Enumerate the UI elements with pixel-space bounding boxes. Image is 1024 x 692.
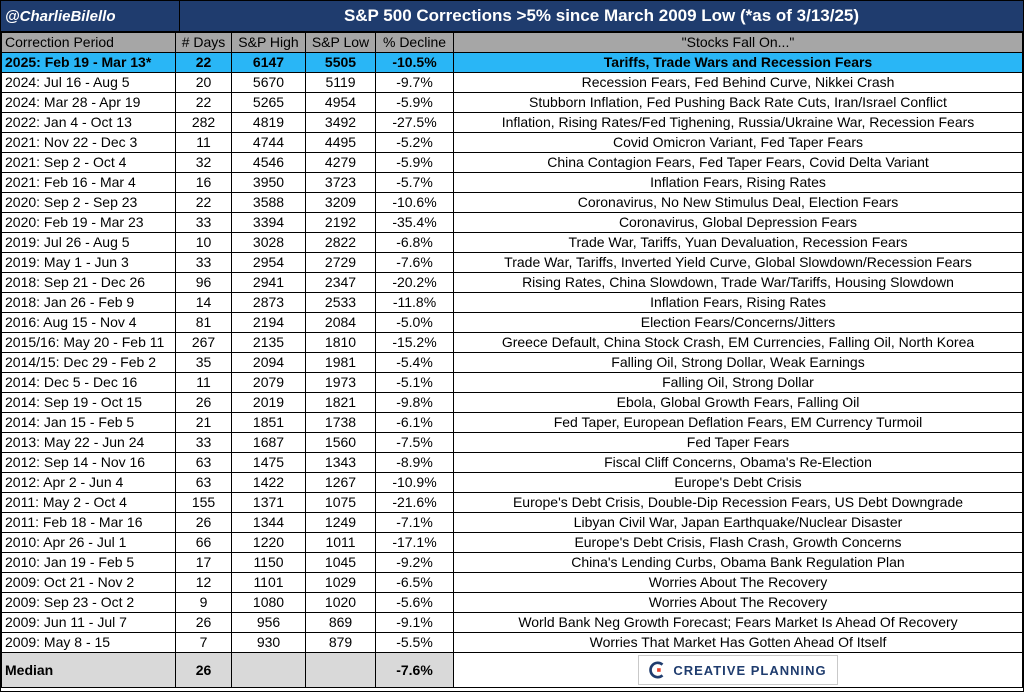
cell-period: 2013: May 22 - Jun 24 [2, 433, 176, 453]
cell-reason: Covid Omicron Variant, Fed Taper Fears [454, 133, 1023, 153]
cell-high: 1422 [232, 473, 306, 493]
median-days: 26 [176, 653, 232, 688]
cell-high: 1475 [232, 453, 306, 473]
cell-high: 1101 [232, 573, 306, 593]
cell-decline: -6.5% [376, 573, 454, 593]
corrections-table [1, 32, 1023, 688]
creative-planning-logo [638, 655, 837, 685]
cell-low: 3723 [306, 173, 376, 193]
cell-period: 2009: Jun 11 - Jul 7 [2, 613, 176, 633]
cell-period: 2011: Feb 18 - Mar 16 [2, 513, 176, 533]
cell-low: 2822 [306, 233, 376, 253]
cell-high: 1687 [232, 433, 306, 453]
table-row [2, 573, 1023, 593]
cell-period: 2022: Jan 4 - Oct 13 [2, 113, 176, 133]
cell-high: 4819 [232, 113, 306, 133]
cell-period: 2024: Mar 28 - Apr 19 [2, 93, 176, 113]
cell-reason: Fiscal Cliff Concerns, Obama's Re-Election [454, 453, 1023, 473]
table-row [2, 373, 1023, 393]
cell-low: 2192 [306, 213, 376, 233]
cell-high: 4546 [232, 153, 306, 173]
cell-decline: -11.8% [376, 293, 454, 313]
creative-planning-logo-icon [649, 661, 667, 679]
cell-high: 1371 [232, 493, 306, 513]
table-row [2, 433, 1023, 453]
cell-decline: -6.8% [376, 233, 454, 253]
cell-days: 26 [176, 513, 232, 533]
cell-high: 3950 [232, 173, 306, 193]
cell-reason: Worries About The Recovery [454, 573, 1023, 593]
cell-days: 14 [176, 293, 232, 313]
column-header-row [2, 33, 1023, 53]
table-row [2, 453, 1023, 473]
cell-low: 3209 [306, 193, 376, 213]
cell-days: 26 [176, 393, 232, 413]
cell-period: 2019: May 1 - Jun 3 [2, 253, 176, 273]
cell-high: 1344 [232, 513, 306, 533]
table-row [2, 533, 1023, 553]
cell-days: 11 [176, 133, 232, 153]
cell-period: 2014/15: Dec 29 - Feb 2 [2, 353, 176, 373]
cell-reason: Europe's Debt Crisis, Double-Dip Recession Fears, US Debt Downgrade [454, 493, 1023, 513]
cell-decline: -17.1% [376, 533, 454, 553]
cell-days: 21 [176, 413, 232, 433]
cell-reason: Tariffs, Trade Wars and Recession Fears [454, 53, 1023, 73]
cell-decline: -7.5% [376, 433, 454, 453]
cell-reason: Coronavirus, No New Stimulus Deal, Election Fears [454, 193, 1023, 213]
cell-decline: -9.1% [376, 613, 454, 633]
cell-high: 2094 [232, 353, 306, 373]
cell-high: 2079 [232, 373, 306, 393]
cell-period: 2016: Aug 15 - Nov 4 [2, 313, 176, 333]
cell-high: 1851 [232, 413, 306, 433]
column-header-days: # Days [176, 33, 232, 53]
cell-low: 1267 [306, 473, 376, 493]
cell-decline: -5.0% [376, 313, 454, 333]
cell-decline: -21.6% [376, 493, 454, 513]
cell-days: 63 [176, 473, 232, 493]
cell-period: 2021: Feb 16 - Mar 4 [2, 173, 176, 193]
cell-reason: Rising Rates, China Slowdown, Trade War/Tariffs, Housing Slowdown [454, 273, 1023, 293]
table-row [2, 333, 1023, 353]
cell-decline: -7.1% [376, 513, 454, 533]
cell-reason: Ebola, Global Growth Fears, Falling Oil [454, 393, 1023, 413]
cell-decline: -5.4% [376, 353, 454, 373]
cell-reason: Falling Oil, Strong Dollar, Weak Earnings [454, 353, 1023, 373]
cell-period: 2012: Sep 14 - Nov 16 [2, 453, 176, 473]
table-row [2, 113, 1023, 133]
table-row [2, 93, 1023, 113]
cell-decline: -5.9% [376, 153, 454, 173]
table-row [2, 153, 1023, 173]
table-row [2, 613, 1023, 633]
cell-high: 3028 [232, 233, 306, 253]
cell-high: 5670 [232, 73, 306, 93]
cell-reason: China's Lending Curbs, Obama Bank Regulation Plan [454, 553, 1023, 573]
cell-low: 1011 [306, 533, 376, 553]
cell-decline: -5.5% [376, 633, 454, 653]
cell-period: 2021: Sep 2 - Oct 4 [2, 153, 176, 173]
cell-decline: -5.9% [376, 93, 454, 113]
cell-low: 879 [306, 633, 376, 653]
column-header-reason: "Stocks Fall On..." [454, 33, 1023, 53]
cell-low: 5119 [306, 73, 376, 93]
cell-low: 3492 [306, 113, 376, 133]
table-row [2, 273, 1023, 293]
cell-period: 2018: Sep 21 - Dec 26 [2, 273, 176, 293]
table-row [2, 393, 1023, 413]
table-row [2, 413, 1023, 433]
cell-decline: -15.2% [376, 333, 454, 353]
cell-high: 3588 [232, 193, 306, 213]
cell-days: 282 [176, 113, 232, 133]
table-row [2, 553, 1023, 573]
table-row [2, 353, 1023, 373]
cell-days: 9 [176, 593, 232, 613]
cell-period: 2024: Jul 16 - Aug 5 [2, 73, 176, 93]
table-row [2, 133, 1023, 153]
cell-reason: Election Fears/Concerns/Jitters [454, 313, 1023, 333]
cell-period: 2010: Jan 19 - Feb 5 [2, 553, 176, 573]
cell-days: 35 [176, 353, 232, 373]
cell-high: 2873 [232, 293, 306, 313]
cell-period: 2009: Oct 21 - Nov 2 [2, 573, 176, 593]
table-row [2, 53, 1023, 73]
cell-reason: Greece Default, China Stock Crash, EM Currencies, Falling Oil, North Korea [454, 333, 1023, 353]
cell-high: 2135 [232, 333, 306, 353]
cell-reason: Inflation Fears, Rising Rates [454, 173, 1023, 193]
cell-period: 2018: Jan 26 - Feb 9 [2, 293, 176, 313]
title-bar [1, 1, 1023, 32]
cell-low: 2347 [306, 273, 376, 293]
cell-high: 1150 [232, 553, 306, 573]
cell-decline: -5.2% [376, 133, 454, 153]
table-row [2, 593, 1023, 613]
cell-period: 2014: Jan 15 - Feb 5 [2, 413, 176, 433]
cell-decline: -5.1% [376, 373, 454, 393]
cell-decline: -7.6% [376, 253, 454, 273]
cell-reason: Worries That Market Has Gotten Ahead Of Itself [454, 633, 1023, 653]
column-header-decline: % Decline [376, 33, 454, 53]
cell-decline: -8.9% [376, 453, 454, 473]
cell-days: 7 [176, 633, 232, 653]
cell-low: 1981 [306, 353, 376, 373]
cell-period: 2020: Sep 2 - Sep 23 [2, 193, 176, 213]
cell-decline: -10.6% [376, 193, 454, 213]
logo-cell [454, 653, 1023, 688]
cell-reason: Recession Fears, Fed Behind Curve, Nikkei Crash [454, 73, 1023, 93]
cell-days: 33 [176, 433, 232, 453]
table-row [2, 193, 1023, 213]
cell-reason: Inflation Fears, Rising Rates [454, 293, 1023, 313]
column-header-period: Correction Period [2, 33, 176, 53]
cell-decline: -27.5% [376, 113, 454, 133]
cell-low: 4954 [306, 93, 376, 113]
cell-decline: -6.1% [376, 413, 454, 433]
cell-high: 930 [232, 633, 306, 653]
logo-text: CREATIVE PLANNING [673, 662, 827, 678]
cell-low: 1810 [306, 333, 376, 353]
cell-period: 2009: Sep 23 - Oct 2 [2, 593, 176, 613]
cell-low: 2729 [306, 253, 376, 273]
cell-high: 2194 [232, 313, 306, 333]
cell-reason: Europe's Debt Crisis, Flash Crash, Growth Concerns [454, 533, 1023, 553]
cell-decline: -5.6% [376, 593, 454, 613]
cell-decline: -10.9% [376, 473, 454, 493]
cell-reason: Falling Oil, Strong Dollar [454, 373, 1023, 393]
cell-days: 22 [176, 53, 232, 73]
cell-reason: Fed Taper, European Deflation Fears, EM Currency Turmoil [454, 413, 1023, 433]
cell-reason: Trade War, Tariffs, Yuan Devaluation, Recession Fears [454, 233, 1023, 253]
cell-days: 11 [176, 373, 232, 393]
table-row [2, 513, 1023, 533]
cell-low: 1973 [306, 373, 376, 393]
cell-period: 2019: Jul 26 - Aug 5 [2, 233, 176, 253]
cell-decline: -9.7% [376, 73, 454, 93]
table-row [2, 313, 1023, 333]
cell-reason: Inflation, Rising Rates/Fed Tighening, Russia/Ukraine War, Recession Fears [454, 113, 1023, 133]
cell-low: 4279 [306, 153, 376, 173]
cell-days: 32 [176, 153, 232, 173]
cell-high: 2941 [232, 273, 306, 293]
cell-period: 2025: Feb 19 - Mar 13* [2, 53, 176, 73]
cell-days: 17 [176, 553, 232, 573]
cell-reason: World Bank Neg Growth Forecast; Fears Market Is Ahead Of Recovery [454, 613, 1023, 633]
cell-days: 16 [176, 173, 232, 193]
cell-low: 1075 [306, 493, 376, 513]
cell-high: 3394 [232, 213, 306, 233]
cell-period: 2010: Apr 26 - Jul 1 [2, 533, 176, 553]
cell-days: 33 [176, 213, 232, 233]
cell-reason: China Contagion Fears, Fed Taper Fears, Covid Delta Variant [454, 153, 1023, 173]
table-row [2, 633, 1023, 653]
cell-decline: -35.4% [376, 213, 454, 233]
cell-period: 2012: Apr 2 - Jun 4 [2, 473, 176, 493]
cell-reason: Stubborn Inflation, Fed Pushing Back Rate Cuts, Iran/Israel Conflict [454, 93, 1023, 113]
table-row [2, 73, 1023, 93]
median-empty-low [306, 653, 376, 688]
cell-low: 1020 [306, 593, 376, 613]
cell-reason: Europe's Debt Crisis [454, 473, 1023, 493]
cell-reason: Libyan Civil War, Japan Earthquake/Nuclear Disaster [454, 513, 1023, 533]
cell-days: 12 [176, 573, 232, 593]
cell-high: 4744 [232, 133, 306, 153]
cell-low: 1343 [306, 453, 376, 473]
cell-low: 2084 [306, 313, 376, 333]
cell-low: 1738 [306, 413, 376, 433]
cell-period: 2014: Sep 19 - Oct 15 [2, 393, 176, 413]
cell-days: 81 [176, 313, 232, 333]
cell-days: 20 [176, 73, 232, 93]
cell-period: 2021: Nov 22 - Dec 3 [2, 133, 176, 153]
cell-days: 267 [176, 333, 232, 353]
cell-days: 63 [176, 453, 232, 473]
cell-low: 2533 [306, 293, 376, 313]
cell-period: 2011: May 2 - Oct 4 [2, 493, 176, 513]
cell-days: 10 [176, 233, 232, 253]
cell-high: 2019 [232, 393, 306, 413]
cell-reason: Trade War, Tariffs, Inverted Yield Curve, Global Slowdown/Recession Fears [454, 253, 1023, 273]
median-label: Median [2, 653, 176, 688]
cell-high: 956 [232, 613, 306, 633]
cell-days: 26 [176, 613, 232, 633]
cell-days: 22 [176, 193, 232, 213]
cell-low: 5505 [306, 53, 376, 73]
cell-low: 4495 [306, 133, 376, 153]
table-row [2, 293, 1023, 313]
cell-reason: Coronavirus, Global Depression Fears [454, 213, 1023, 233]
page-title: S&P 500 Corrections >5% since March 2009 Low (*as of 3/13/25) [343, 6, 860, 25]
cell-period: 2009: May 8 - 15 [2, 633, 176, 653]
cell-high: 6147 [232, 53, 306, 73]
cell-low: 1249 [306, 513, 376, 533]
cell-high: 1080 [232, 593, 306, 613]
cell-low: 1029 [306, 573, 376, 593]
table-row [2, 173, 1023, 193]
table-row [2, 493, 1023, 513]
cell-decline: -10.5% [376, 53, 454, 73]
table-row [2, 253, 1023, 273]
cell-days: 155 [176, 493, 232, 513]
cell-low: 1560 [306, 433, 376, 453]
cell-decline: -5.7% [376, 173, 454, 193]
cell-period: 2014: Dec 5 - Dec 16 [2, 373, 176, 393]
cell-low: 1821 [306, 393, 376, 413]
cell-days: 33 [176, 253, 232, 273]
cell-reason: Worries About The Recovery [454, 593, 1023, 613]
median-row [2, 653, 1023, 688]
table-row [2, 473, 1023, 493]
column-header-low: S&P Low [306, 33, 376, 53]
cell-high: 5265 [232, 93, 306, 113]
cell-reason: Fed Taper Fears [454, 433, 1023, 453]
cell-days: 96 [176, 273, 232, 293]
cell-period: 2015/16: May 20 - Feb 11 [2, 333, 176, 353]
cell-low: 1045 [306, 553, 376, 573]
cell-days: 66 [176, 533, 232, 553]
cell-days: 22 [176, 93, 232, 113]
median-empty-high [232, 653, 306, 688]
cell-decline: -9.2% [376, 553, 454, 573]
author-handle: @CharlieBilello [1, 1, 180, 31]
median-decline: -7.6% [376, 653, 454, 688]
table-row [2, 233, 1023, 253]
cell-decline: -20.2% [376, 273, 454, 293]
cell-decline: -9.8% [376, 393, 454, 413]
cell-high: 2954 [232, 253, 306, 273]
table-row [2, 213, 1023, 233]
cell-high: 1220 [232, 533, 306, 553]
cell-low: 869 [306, 613, 376, 633]
cell-period: 2020: Feb 19 - Mar 23 [2, 213, 176, 233]
column-header-high: S&P High [232, 33, 306, 53]
